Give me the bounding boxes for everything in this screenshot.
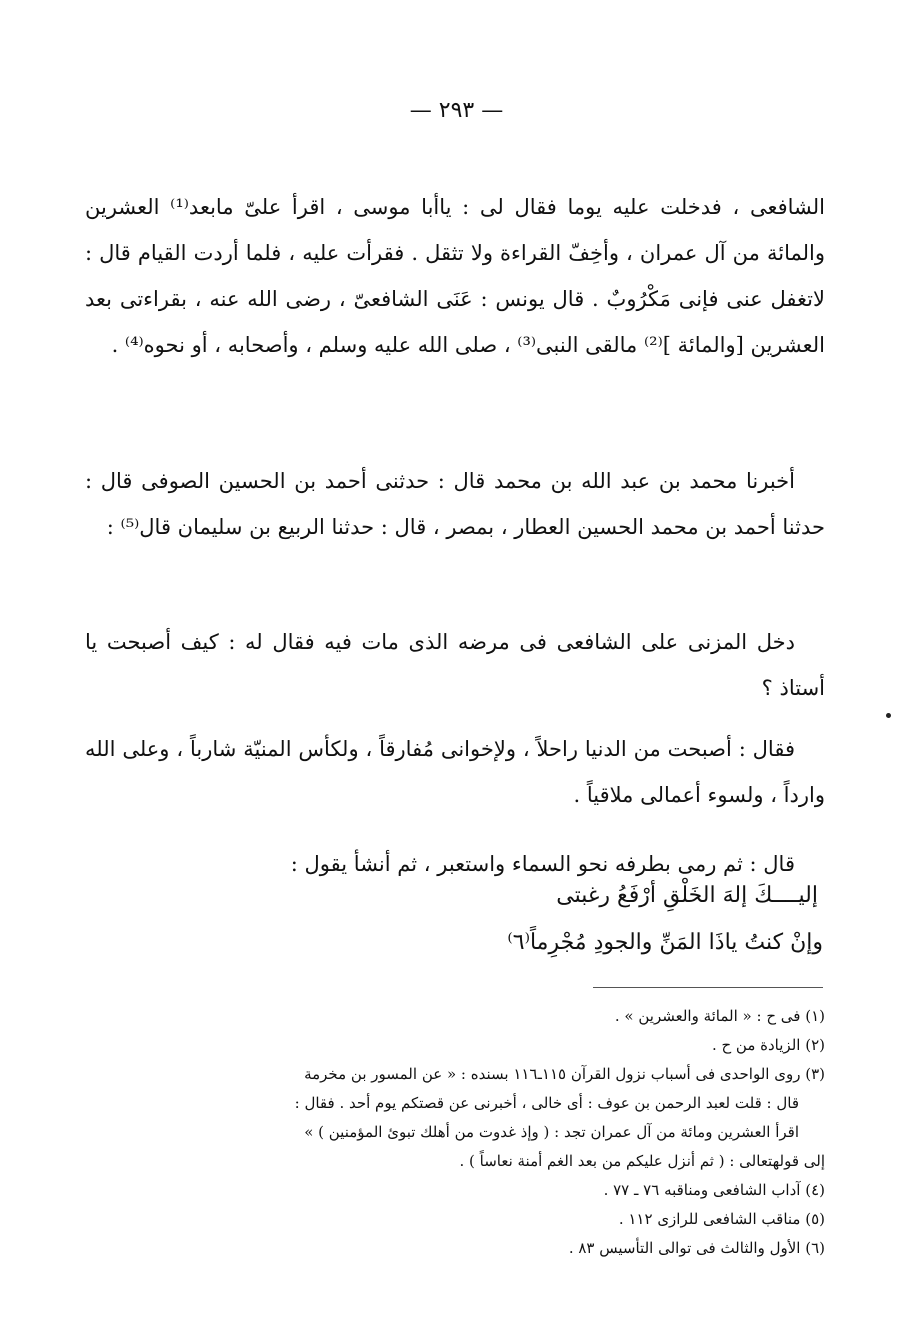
paragraph-4: فقال : أصبحت من الدنيا راحلاً ، ولإخوانى مُفارقاً ، ولكأس المنيّة شارباً ، وعلى الله وارداً ، ولسوء أعمالى ملاقياً .: [85, 737, 825, 807]
footnote-6: (٦) الأول والثالث فى توالى التأسيس ٨٣ .: [568, 1239, 825, 1257]
footnote-2: (٢) الزيادة من ح .: [711, 1036, 825, 1054]
page-number: — ٢٩٣ —: [409, 98, 504, 123]
footnote-3: (٣) روى الواحدى فى أسباب نزول القرآن ١١٥ـ١١٦ بسنده : « عن المسور بن مخرمة: [304, 1065, 825, 1083]
paragraph-1: الشافعى ، فدخلت عليه يوما فقال لى : ياأبا موسى ، اقرأ علىّ مابعد⁽¹⁾ العشرين والمائة من آل عمران ، وأخِفّ القراءة ولا تثقل . فقرأت عليه ، فلما أردت القيام قال : لاتغفل عنى فإنى مَكْرُوبٌ . قال يونس : عَنَى الشافعىّ ، رضى الله عنه ، بقراءتى بعد العشرين [والمائة ]⁽²⁾ مالقى النبى⁽³⁾ ، صلى الله عليه وسلم ، وأصحابه ، أو نحوه⁽⁴⁾ .: [85, 195, 825, 357]
footnote-5: (٥) مناقب الشافعى للرازى ١١٢ .: [618, 1210, 825, 1228]
footnote-3-cont-1: قال : قلت لعبد الرحمن بن عوف : أى خالى ، أخبرنى عن قصتكم يوم أحد . فقال :: [294, 1094, 799, 1112]
paragraph-2: أخبرنا محمد بن عبد الله بن محمد قال : حدثنى أحمد بن الحسين الصوفى قال : حدثنا أحمد بن محمد الحسين العطار ، بمصر ، قال : حدثنا الربيع بن سليمان قال⁽⁵⁾ :: [85, 469, 825, 539]
footnote-1: (١) فى ح : « المائة والعشرين » .: [614, 1007, 825, 1025]
footnote-3-cont-2: اقرأ العشرين ومائة من آل عمران تجد : ( وإذ غدوت من أهلك تبوئ المؤمنين ) »: [304, 1123, 799, 1141]
footnote-4: (٤) آداب الشافعى ومناقبه ٧٦ ـ ٧٧ .: [603, 1181, 825, 1199]
footnote-divider: [593, 987, 823, 988]
poem-line-2: وإنْ كنتُ ياذَا المَنِّ والجودِ مُجْرِماً⁽٦⁾: [507, 930, 823, 955]
margin-mark: [886, 713, 891, 718]
footnote-3-cont-3: إلى قولهتعالى : ( ثم أنزل عليكم من بعد الغم أمنة نعاساً ) .: [459, 1152, 825, 1170]
paragraph-3: دخل المزنى على الشافعى فى مرضه الذى مات فيه فقال له : كيف أصبحت يا أستاذ ؟: [85, 630, 825, 700]
footnotes: [85, 1002, 825, 1263]
poem-line-1: إليــــكَ إلهَ الخَلْقِ أرْفَعُ رغبتى: [556, 883, 818, 908]
paragraph-5: قال : ثم رمى بطرفه نحو السماء واستعبر ، ثم أنشأ يقول :: [290, 852, 795, 876]
